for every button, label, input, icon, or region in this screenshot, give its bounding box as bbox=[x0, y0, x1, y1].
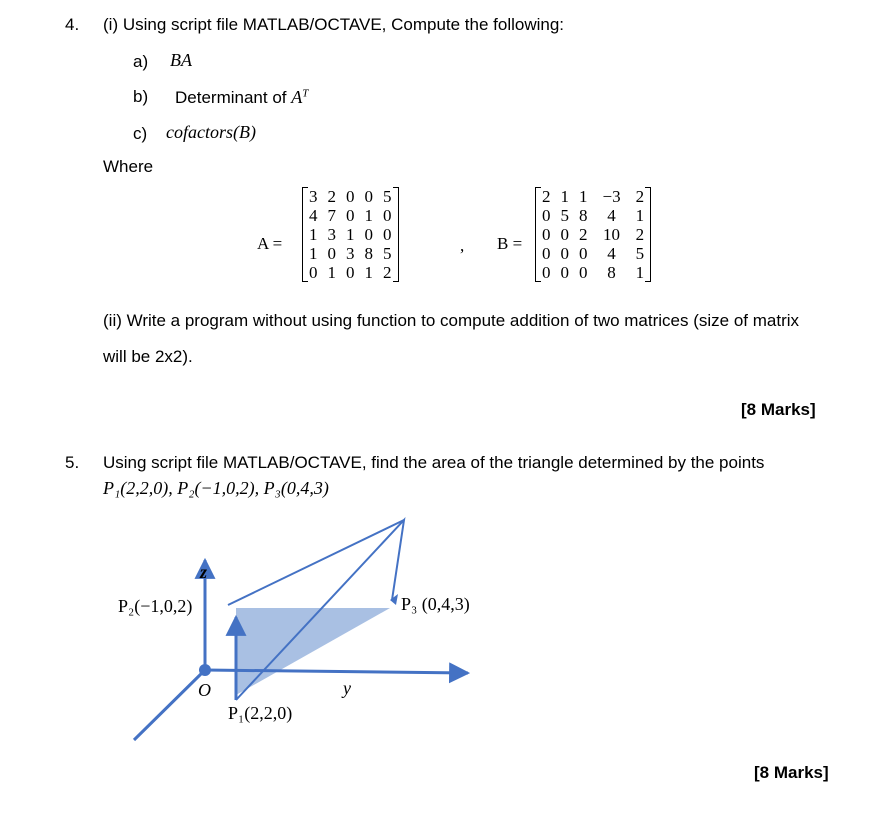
matrix-b-cell: 8 bbox=[579, 206, 588, 225]
matrix-b-cell: 0 bbox=[579, 244, 588, 263]
question-5-points: P₁(2,2,0), P₂(−1,0,2), P₃(0,4,3) bbox=[103, 478, 329, 498]
part-b-words: Determinant of bbox=[175, 88, 292, 107]
question-5-marks: [8 Marks] bbox=[754, 763, 829, 782]
matrix-b-cell: 5 bbox=[635, 244, 645, 263]
part-a-label: a) bbox=[133, 52, 149, 71]
plane-top-edge bbox=[228, 520, 404, 605]
part-c-text: cofactors(B) bbox=[166, 122, 256, 142]
matrix-a-cell: 0 bbox=[346, 206, 355, 225]
question-5-line-1: Using script file MATLAB/OCTAVE, find the area of the triangle determined by the points bbox=[103, 453, 765, 472]
y-axis-label: y bbox=[343, 678, 351, 698]
part-ii-line-2: will be 2x2). bbox=[103, 347, 193, 366]
matrix-separator-comma: , bbox=[460, 236, 465, 255]
part-b-matrix: A bbox=[291, 87, 303, 107]
matrix-a-cell: 5 bbox=[383, 244, 392, 263]
matrix-b-name: B = bbox=[497, 234, 523, 253]
matrix-b-cell: 1 bbox=[560, 187, 569, 206]
matrix-a-cell: 3 bbox=[327, 225, 336, 244]
matrix-a-cell: 8 bbox=[364, 244, 373, 263]
matrix-b-cell: 2 bbox=[542, 187, 551, 206]
matrix-a-cell: 3 bbox=[346, 244, 355, 263]
matrix-b-cell: 2 bbox=[579, 225, 588, 244]
matrix-b-cell: 8 bbox=[607, 263, 616, 282]
matrix-b-cell: 2 bbox=[635, 225, 645, 244]
part-a-text: BA bbox=[170, 50, 192, 70]
matrix-a-cell: 0 bbox=[327, 244, 336, 263]
matrix-b-cell: 4 bbox=[607, 244, 616, 263]
question-4-marks: [8 Marks] bbox=[741, 400, 816, 419]
part-b-label: b) bbox=[133, 87, 149, 106]
matrix-a-cell: 0 bbox=[364, 225, 373, 244]
p2-label: P₂(−1,0,2) bbox=[118, 596, 193, 616]
matrix-a-cell: 1 bbox=[346, 225, 355, 244]
matrix-a-cell: 0 bbox=[346, 187, 355, 206]
part-c-label: c) bbox=[133, 124, 148, 143]
matrix-b-cell: 0 bbox=[579, 263, 588, 282]
question-4-number: 4. bbox=[65, 15, 80, 34]
matrix-b-cell: 0 bbox=[560, 263, 569, 282]
matrix-a-cell: 2 bbox=[383, 263, 392, 282]
matrix-b-cell: 4 bbox=[607, 206, 616, 225]
matrix-b-cell: −3 bbox=[602, 187, 621, 206]
p3-label: P₃ (0,4,3) bbox=[401, 594, 470, 614]
matrix-a-cell: 0 bbox=[383, 225, 392, 244]
matrix-a-cell: 7 bbox=[327, 206, 336, 225]
matrix-a-cell: 1 bbox=[364, 263, 373, 282]
z-axis-label: z bbox=[200, 562, 208, 582]
matrix-b-cell: 0 bbox=[542, 225, 551, 244]
matrix-b-cell: 5 bbox=[560, 206, 569, 225]
matrix-b-cell: 1 bbox=[635, 206, 645, 225]
matrix-a-cell: 1 bbox=[364, 206, 373, 225]
matrix-a-name: A = bbox=[257, 234, 283, 253]
matrix-b-cell: 0 bbox=[542, 263, 551, 282]
matrix-b-cell: 1 bbox=[635, 263, 645, 282]
part-ii-line-1: (ii) Write a program without using function to compute addition of two matrices (size of matrix bbox=[103, 311, 800, 330]
matrix-a-cell: 2 bbox=[327, 187, 336, 206]
origin-dot bbox=[199, 664, 211, 676]
where-label: Where bbox=[103, 157, 154, 176]
matrix-a-cell: 3 bbox=[309, 187, 318, 206]
matrix-b-cell: 2 bbox=[635, 187, 645, 206]
shaded-triangle bbox=[236, 608, 390, 695]
origin-label: O bbox=[198, 680, 211, 700]
matrix-a-cell: 1 bbox=[309, 244, 318, 263]
matrix-b-cell: 0 bbox=[542, 206, 551, 225]
p1-label: P₁(2,2,0) bbox=[228, 703, 293, 723]
matrix-b-cell: 10 bbox=[603, 225, 621, 244]
matrix-a-cell: 0 bbox=[346, 263, 355, 282]
matrix-b-cell: 1 bbox=[579, 187, 588, 206]
matrix-b-cell: 0 bbox=[560, 225, 569, 244]
matrix-a-cell: 0 bbox=[383, 206, 392, 225]
matrix-b-cell: 0 bbox=[542, 244, 551, 263]
p3-arrow-icon bbox=[390, 594, 398, 605]
matrix-a-cell: 4 bbox=[309, 206, 318, 225]
matrix-a-cell: 0 bbox=[364, 187, 373, 206]
matrix-a-cell: 1 bbox=[327, 263, 336, 282]
question-5-number: 5. bbox=[65, 453, 80, 472]
part-b-transpose: T bbox=[302, 87, 309, 100]
matrix-b-cell: 0 bbox=[560, 244, 569, 263]
question-4-intro: (i) Using script file MATLAB/OCTAVE, Compute the following: bbox=[103, 15, 565, 34]
x-axis-line bbox=[134, 670, 205, 740]
matrix-a-cell: 1 bbox=[309, 225, 318, 244]
matrix-a-cell: 5 bbox=[383, 187, 392, 206]
matrix-a-cell: 0 bbox=[309, 263, 318, 282]
